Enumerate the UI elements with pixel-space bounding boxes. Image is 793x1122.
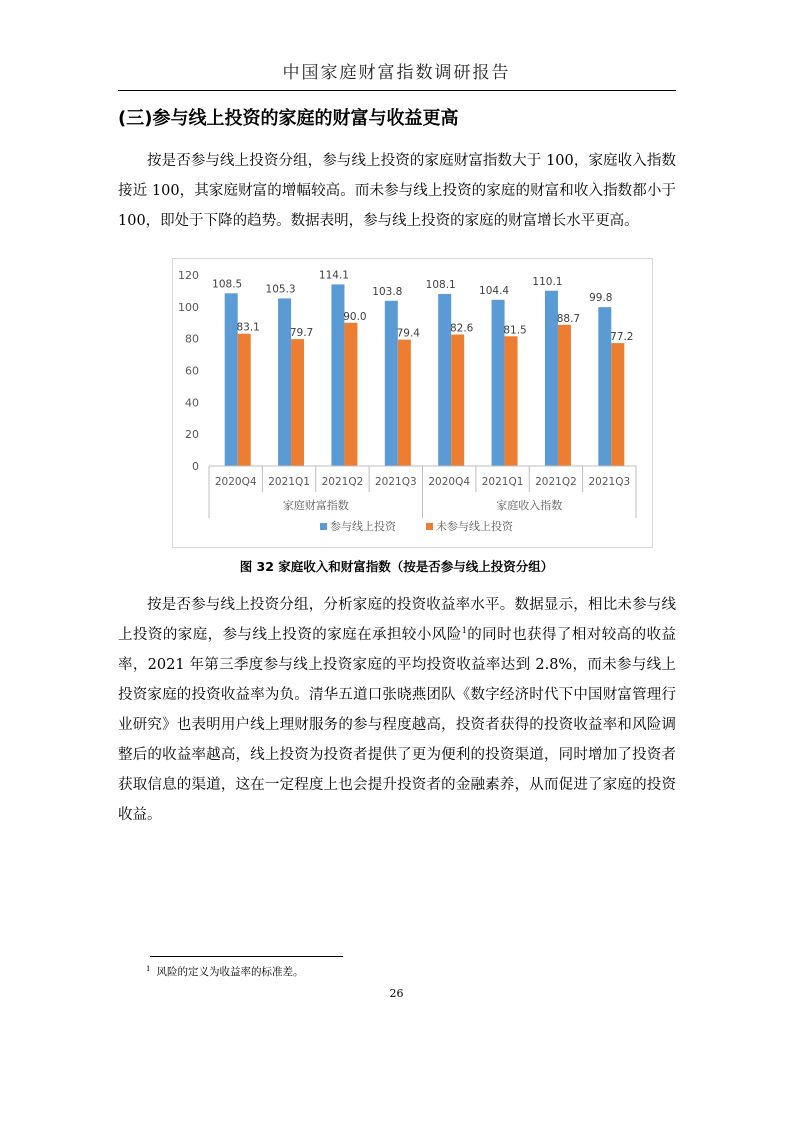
- data-label: 79.4: [396, 327, 421, 340]
- footnote-ref[interactable]: 1: [461, 626, 467, 635]
- data-label: 103.8: [372, 285, 403, 298]
- bar-chart: [172, 258, 653, 548]
- data-label: 108.5: [212, 278, 243, 291]
- data-label: 81.5: [503, 324, 527, 337]
- bar-online: [225, 293, 238, 466]
- y-tick-label: 100: [178, 300, 199, 314]
- bar-offline: [505, 336, 518, 466]
- footnote-divider: [150, 956, 343, 957]
- bar-offline: [398, 340, 411, 466]
- running-header: 中国家庭财富指数调研报告: [282, 63, 511, 83]
- x-tick-label: 2021Q2: [321, 476, 364, 488]
- page-number: 26: [389, 987, 404, 1000]
- legend-label: 未参与线上投资: [436, 520, 513, 533]
- data-label: 108.1: [425, 278, 456, 291]
- bar-online: [278, 298, 291, 466]
- data-label: 99.8: [589, 292, 613, 305]
- data-label: 104.4: [479, 284, 510, 297]
- paragraph-2-part-1: 按是否参与线上投资分组，分析家庭的投资收益率水平。数据显示，相比未参与线上投资的家庭，参与线上投资的家庭在承担较小风险: [118, 597, 676, 643]
- data-label: 105.3: [265, 283, 296, 296]
- legend-swatch: [426, 523, 433, 530]
- y-tick-label: 0: [192, 460, 199, 473]
- data-label: 110.1: [532, 275, 563, 288]
- x-tick-label: 2020Q4: [428, 476, 471, 488]
- x-tick-label: 2020Q4: [214, 476, 257, 488]
- bar-offline: [611, 343, 624, 466]
- footnote: [146, 964, 303, 979]
- bar-online: [438, 294, 451, 466]
- bar-offline: [344, 323, 357, 466]
- y-tick-label: 120: [178, 269, 199, 282]
- bar-offline: [558, 325, 571, 466]
- data-label: 77.2: [610, 331, 634, 344]
- data-label: 83.1: [236, 321, 260, 334]
- bar-offline: [291, 339, 304, 466]
- footnote-number: 1: [146, 965, 151, 973]
- x-tick-label: 2021Q3: [588, 476, 631, 488]
- data-label: 88.7: [556, 312, 581, 325]
- paragraph-2-part-2: 的同时也获得了相对较高的收益率，2021 年第三季度参与线上投资家庭的平均投资收益率达到 2.8%，而未参与线上投资家庭的投资收益率为负。清华五道口张晓燕团队《数字经济时代下中国财富管理行业研究》也表明用户线上理财服务的参与程度越高，投资者获得的投资收益率和风险调整后的收益率越高，线上投资为投资者提供了更为便利的投资渠道，同时增加了投资者获取信息的渠道，这在一定程度上也会提升投资者的金融素养，从而促进了家庭的投资收益。: [118, 627, 677, 823]
- group-label: 家庭收入指数: [496, 499, 563, 512]
- data-label: 79.7: [289, 327, 314, 340]
- paragraph-2: [118, 590, 676, 830]
- bar-offline: [238, 334, 251, 466]
- figure-caption: 图 32 家庭收入和财富指数（按是否参与线上投资分组）: [239, 559, 554, 574]
- data-label: 114.1: [318, 269, 349, 282]
- y-tick-label: 80: [185, 332, 199, 346]
- header-divider: [118, 90, 676, 91]
- legend-label: 参与线上投资: [330, 520, 396, 533]
- bar-online: [385, 301, 398, 466]
- data-label: 82.6: [449, 322, 474, 335]
- data-label: 90.0: [343, 310, 367, 323]
- footnote-text: 风险的定义为收益率的标准差。: [156, 966, 304, 978]
- x-tick-label: 2021Q1: [268, 476, 310, 488]
- section-heading: (三)参与线上投资的家庭的财富与收益更高: [118, 108, 459, 129]
- y-tick-label: 20: [185, 428, 199, 442]
- bar-offline: [451, 335, 464, 466]
- y-tick-label: 40: [185, 396, 199, 410]
- chart-canvas: [173, 259, 654, 549]
- y-tick-label: 60: [185, 364, 199, 378]
- paragraph-1: 按是否参与线上投资分组，参与线上投资的家庭财富指数大于 100，家庭收入指数接近 100，其家庭财富的增幅较高。而未参与线上投资的家庭的财富和收入指数都小于 100，即处于下降的趋势。数据表明，参与线上投资的家庭的财富增长水平更高。: [118, 153, 676, 229]
- legend-swatch: [320, 523, 327, 530]
- group-label: 家庭财富指数: [282, 499, 349, 512]
- x-tick-label: 2021Q1: [481, 476, 524, 488]
- x-tick-label: 2021Q3: [374, 476, 417, 488]
- x-tick-label: 2021Q2: [535, 476, 577, 488]
